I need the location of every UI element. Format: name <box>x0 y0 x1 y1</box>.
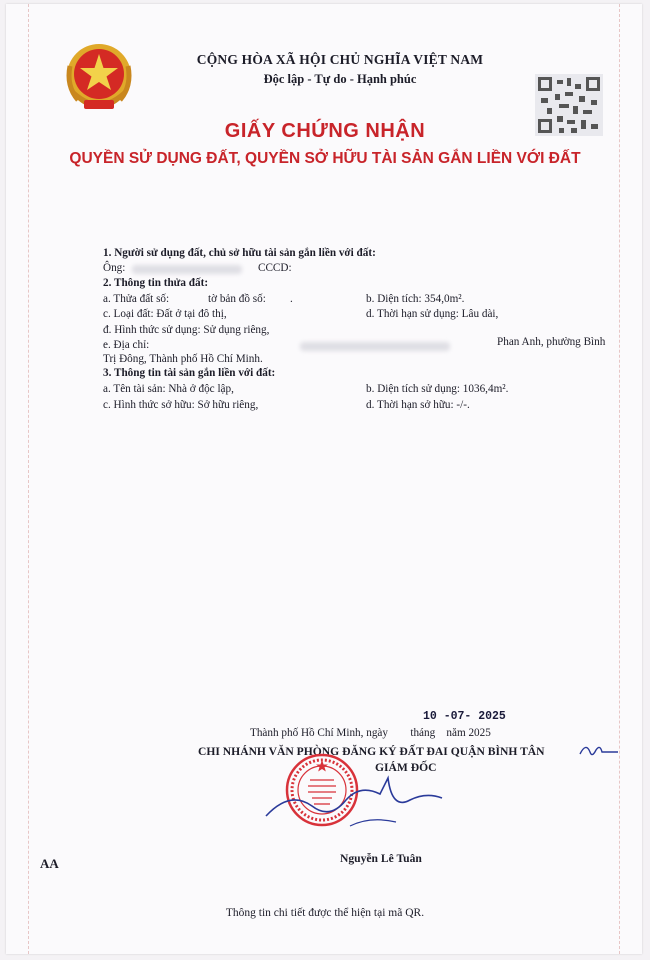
map-sheet-value: . <box>290 293 293 305</box>
signer-name: Nguyễn Lê Tuân <box>340 852 422 865</box>
land-use-term: d. Thời hạn sử dụng: Lâu dài, <box>366 308 499 320</box>
address-redacted <box>300 342 450 351</box>
national-motto: Độc lập - Tự do - Hạnh phúc <box>263 72 417 86</box>
owner-label: Ông: <box>103 262 126 274</box>
series-mark: AA <box>40 856 59 871</box>
ownership-form: c. Hình thức sở hữu: Sở hữu riêng, <box>103 399 259 411</box>
land-type: c. Loại đất: Đất ở tại đô thị, <box>103 308 227 320</box>
asset-name: a. Tên tài sản: Nhà ở độc lập, <box>103 383 234 395</box>
land-area: b. Diện tích: 354,0m². <box>366 293 465 305</box>
director-signature-icon <box>260 770 450 850</box>
section-2-heading: 2. Thông tin thửa đất: <box>103 277 209 289</box>
owner-name-redacted <box>132 265 242 274</box>
address-tail: Phan Anh, phường Bình <box>497 336 606 348</box>
section-3-heading: 3. Thông tin tài sản gắn liền với đất: <box>103 367 276 379</box>
issuing-office: CHI NHÁNH VĂN PHÒNG ĐĂNG KÝ ĐẤT ĐAI QUẬN BÌNH TÂN <box>198 745 545 758</box>
section-1-heading: 1. Người sử dụng đất, chủ sở hữu tài sản gắn liền với đất: <box>103 247 376 259</box>
map-sheet-label: tờ bản đồ số: <box>208 293 266 305</box>
issue-date-stamp: 10 -07- 2025 <box>423 710 506 723</box>
address-label: e. Địa chỉ: <box>103 339 150 351</box>
address-line-2: Trị Đông, Thành phố Hồ Chí Minh. <box>103 353 263 365</box>
qr-footer-note: Thông tin chi tiết được thể hiện tại mã QR. <box>225 907 425 919</box>
floor-area: b. Diện tích sử dụng: 1036,4m². <box>366 383 509 395</box>
id-card-label: CCCD: <box>258 262 292 274</box>
issue-date-line: Thành phố Hồ Chí Minh, ngày tháng năm 2025 <box>250 727 491 739</box>
nation-name: CỘNG HÒA XÃ HỘI CHỦ NGHĨA VIỆT NAM <box>196 52 484 67</box>
initial-signature-icon <box>578 740 620 760</box>
parcel-number-label: a. Thửa đất số: <box>103 293 170 305</box>
certificate-subtitle: QUYỀN SỬ DỤNG ĐẤT, QUYỀN SỞ HỮU TÀI SẢN GẮN LIỀN VỚI ĐẤT <box>69 150 581 167</box>
ownership-term: d. Thời hạn sở hữu: -/-. <box>366 399 470 411</box>
signer-position: GIÁM ĐỐC <box>375 761 437 774</box>
national-emblem-icon <box>58 36 140 118</box>
land-use-form: đ. Hình thức sử dụng: Sử dụng riêng, <box>103 324 270 336</box>
certificate-title: GIẤY CHỨNG NHẬN <box>224 120 426 142</box>
